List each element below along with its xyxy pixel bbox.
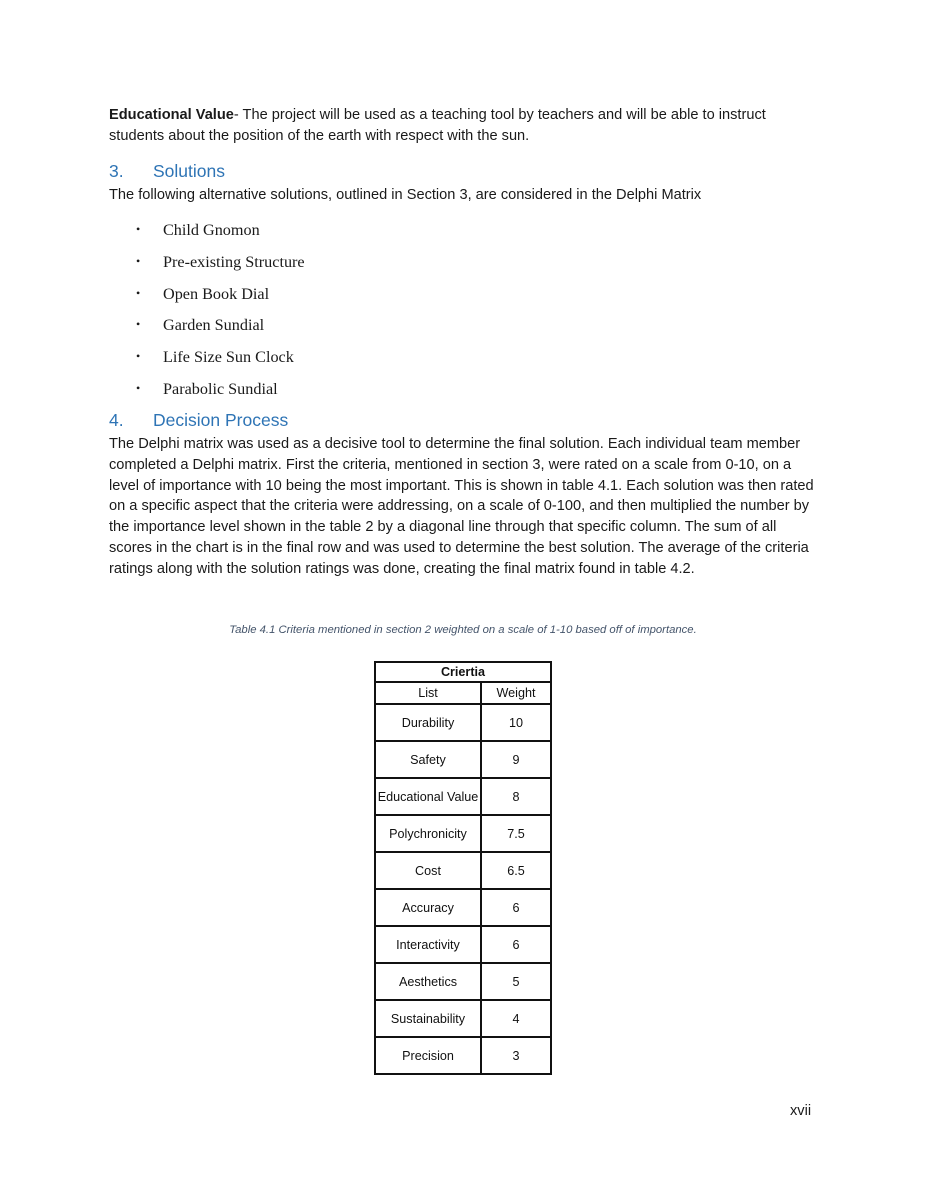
table-caption: Table 4.1 Criteria mentioned in section 2 weighted on a scale of 1-10 based off of importance. [229, 624, 697, 636]
criterion-cell: Interactivity [375, 926, 481, 963]
weight-cell: 3 [481, 1037, 551, 1074]
column-header-weight: Weight [481, 682, 551, 704]
weight-cell: 9 [481, 741, 551, 778]
decision-process-paragraph: The Delphi matrix was used as a decisive tool to determine the final solution. Each individual team member completed a Delphi matrix. First the criteria, mentioned in section 3, were rated on a scale from 0-10, on a level of importance with 10 being the most important. This is shown in table 4.1. Each solution was then rated on a specific aspect that the criteria were addressing, on a scale of 0-100, and then multiplied the number by the importance level shown in the table 2 by a diagonal line through that specific column. The sum of all scores in the chart is in the final row and was used to determine the best solution. The average of the criteria ratings along with the solution ratings was done, creating the final matrix found in table 4.2. [109, 436, 814, 577]
decision-heading-number: 4. [109, 410, 124, 430]
weight-cell: 4 [481, 1000, 551, 1037]
criterion-cell: Safety [375, 741, 481, 778]
bullet-icon: • [136, 349, 141, 364]
bullet-icon: • [136, 380, 141, 395]
weight-cell: 8 [481, 778, 551, 815]
table-row [375, 741, 551, 778]
solutions-heading [109, 160, 225, 182]
table-row [375, 852, 551, 889]
table-row [375, 889, 551, 926]
table-row [375, 1000, 551, 1037]
educational-value-label: Educational Value [109, 107, 234, 123]
table-row [375, 1037, 551, 1074]
solutions-heading-number: 3. [109, 161, 124, 181]
bullet-icon: • [136, 253, 141, 268]
weight-cell: 5 [481, 963, 551, 1000]
weight-cell: 6 [481, 889, 551, 926]
bullet-icon: • [136, 285, 141, 300]
solutions-heading-text: Solutions [153, 161, 225, 181]
table-row [375, 815, 551, 852]
bullet-icon: • [136, 317, 141, 332]
decision-process-heading [109, 409, 288, 431]
criterion-cell: Durability [375, 704, 481, 741]
weight-cell: 10 [481, 704, 551, 741]
weight-cell: 6.5 [481, 852, 551, 889]
weight-cell: 6 [481, 926, 551, 963]
criterion-cell: Polychronicity [375, 815, 481, 852]
table-row [375, 704, 551, 741]
decision-heading-text: Decision Process [153, 410, 289, 430]
criterion-cell: Precision [375, 1037, 481, 1074]
criterion-cell: Educational Value [375, 778, 481, 815]
educational-value-paragraph [109, 105, 819, 147]
criterion-cell: Aesthetics [375, 963, 481, 1000]
table-row [375, 778, 551, 815]
weight-cell: 7.5 [481, 815, 551, 852]
educational-value-text: - The project will be used as a teaching tool by teachers and will be able to instruct students about the position of the earth with respect with the sun. [109, 107, 766, 144]
criterion-cell: Sustainability [375, 1000, 481, 1037]
criterion-cell: Cost [375, 852, 481, 889]
criteria-table [374, 661, 552, 1075]
table-title: Criertia [375, 662, 551, 682]
bullet-icon: • [136, 222, 141, 236]
criterion-cell: Accuracy [375, 889, 481, 926]
column-header-list: List [375, 682, 481, 704]
document-page: Educational Value- The project will be used as a teaching tool by teachers and will be able to instruct students about the position of the earth with respect with the sun. 3. Solutions The following alternative solutions, outlined in Section 3, are considered in the Delphi Matrix • Child Gnomon • Pre-existing Structure • Open Book Dial • Garden Sundial • Life Size Sun Clock • Parabolic Sundial 4. Decision Process The Delphi matrix was used as a decisive tool to determine the final solution. Each individual team member completed a Delphi matrix. First the criteria, mentioned in section 3, were rated on a scale from 0-10, on a level of importance with 10 being the most important. This is shown in table 4.1. Each solution was then rated on a specific aspect that the criteria were addressing, on a scale of 0-100, and then multiplied the number by the importance level shown in the table 2 by a diagonal line through that specific column. The sum of all scores in the chart is in the final row and was used to determine the best solution. The average of the criteria ratings along with the solution ratings was done, creating the final matrix found in table 4.2. Table 4.1 Criteria mentioned in section 2 weighted on a scale of 1-10 based off of importance. Criertia List Weight Durability 10 Safety 9 Educational Value 8 Polychronicity 7.5 Cost 6.5 Accuracy 6 Interactivity 6 Aesthetics 5 Sustainability 4 Precision 3 xvii [0, 0, 926, 1198]
solutions-lead-paragraph: The following alternative solutions, outlined in Section 3, are considered in the Delphi Matrix [109, 187, 702, 203]
page-number: xvii [790, 1103, 812, 1119]
table-row [375, 926, 551, 963]
table-row [375, 963, 551, 1000]
